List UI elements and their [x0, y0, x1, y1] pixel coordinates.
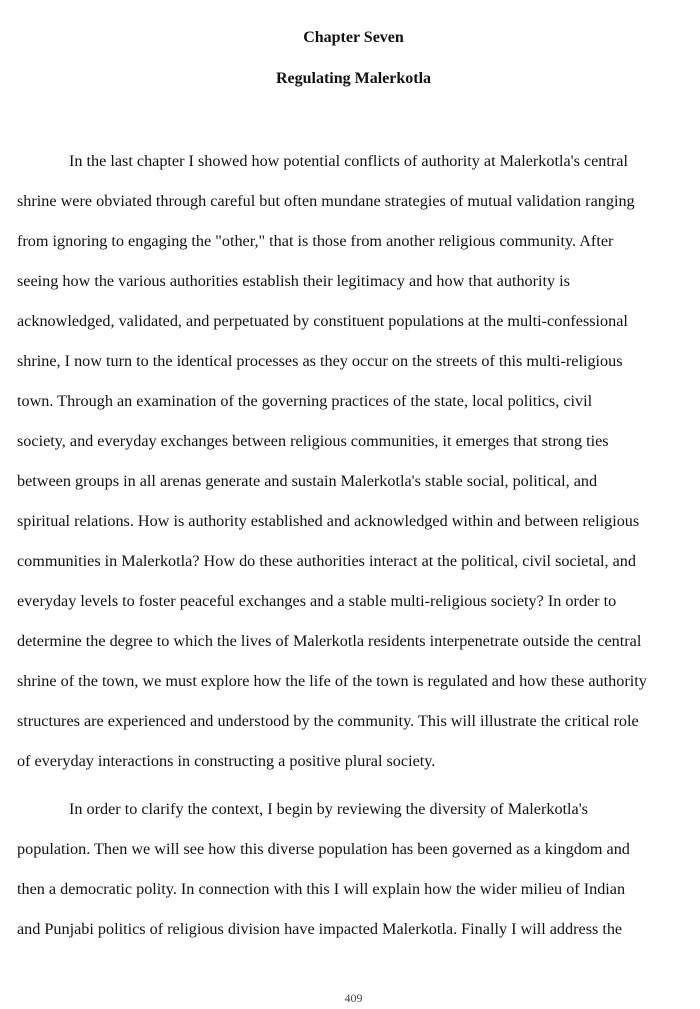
text-line: society, and everyday exchanges between religious communities, it emerges that strong ties: [17, 432, 609, 450]
text-line: between groups in all arenas generate and sustain Malerkotla's stable social, political, and: [17, 472, 598, 490]
text-line: shrine of the town, we must explore how the life of the town is regulated and how these authority: [17, 672, 647, 690]
text-line: In the last chapter I showed how potential conflicts of authority at Malerkotla's central: [69, 152, 628, 170]
text-line: determine the degree to which the lives of Malerkotla residents interpenetrate outside the central: [17, 632, 642, 650]
text-line: shrine, I now turn to the identical processes as they occur on the streets of this multi-religious: [17, 352, 623, 370]
text-line: seeing how the various authorities establish their legitimacy and how that authority is: [17, 272, 570, 290]
text-line: town. Through an examination of the governing practices of the state, local politics, civil: [17, 392, 593, 410]
text-line: communities in Malerkotla? How do these authorities interact at the political, civil societal, and: [17, 552, 636, 570]
text-line: structures are experienced and understood by the community. This will illustrate the critical role: [17, 712, 639, 730]
text-line: In order to clarify the context, I begin by reviewing the diversity of Malerkotla's: [69, 800, 588, 818]
text-line: population. Then we will see how this diverse population has been governed as a kingdom and: [17, 840, 630, 858]
text-line: from ignoring to engaging the "other," that is those from another religious community. After: [17, 232, 614, 250]
chapter-number-heading: Chapter Seven: [303, 29, 404, 46]
chapter-title-heading: Regulating Malerkotla: [275, 70, 432, 87]
page-number: 409: [344, 991, 363, 1005]
text-line: acknowledged, validated, and perpetuated by constituent populations at the multi-confessional: [17, 312, 628, 330]
text-line: then a democratic polity. In connection with this I will explain how the wider milieu of Indian: [17, 880, 626, 898]
text-line: shrine were obviated through careful but often mundane strategies of mutual validation ranging: [17, 192, 635, 210]
text-line: spiritual relations. How is authority established and acknowledged within and between religious: [17, 512, 640, 530]
text-line: of everyday interactions in constructing a positive plural society.: [17, 752, 436, 770]
text-line: and Punjabi politics of religious division have impacted Malerkotla. Finally I will address the: [17, 920, 623, 938]
text-line: everyday levels to foster peaceful exchanges and a stable multi-religious society? In order to: [17, 592, 617, 610]
